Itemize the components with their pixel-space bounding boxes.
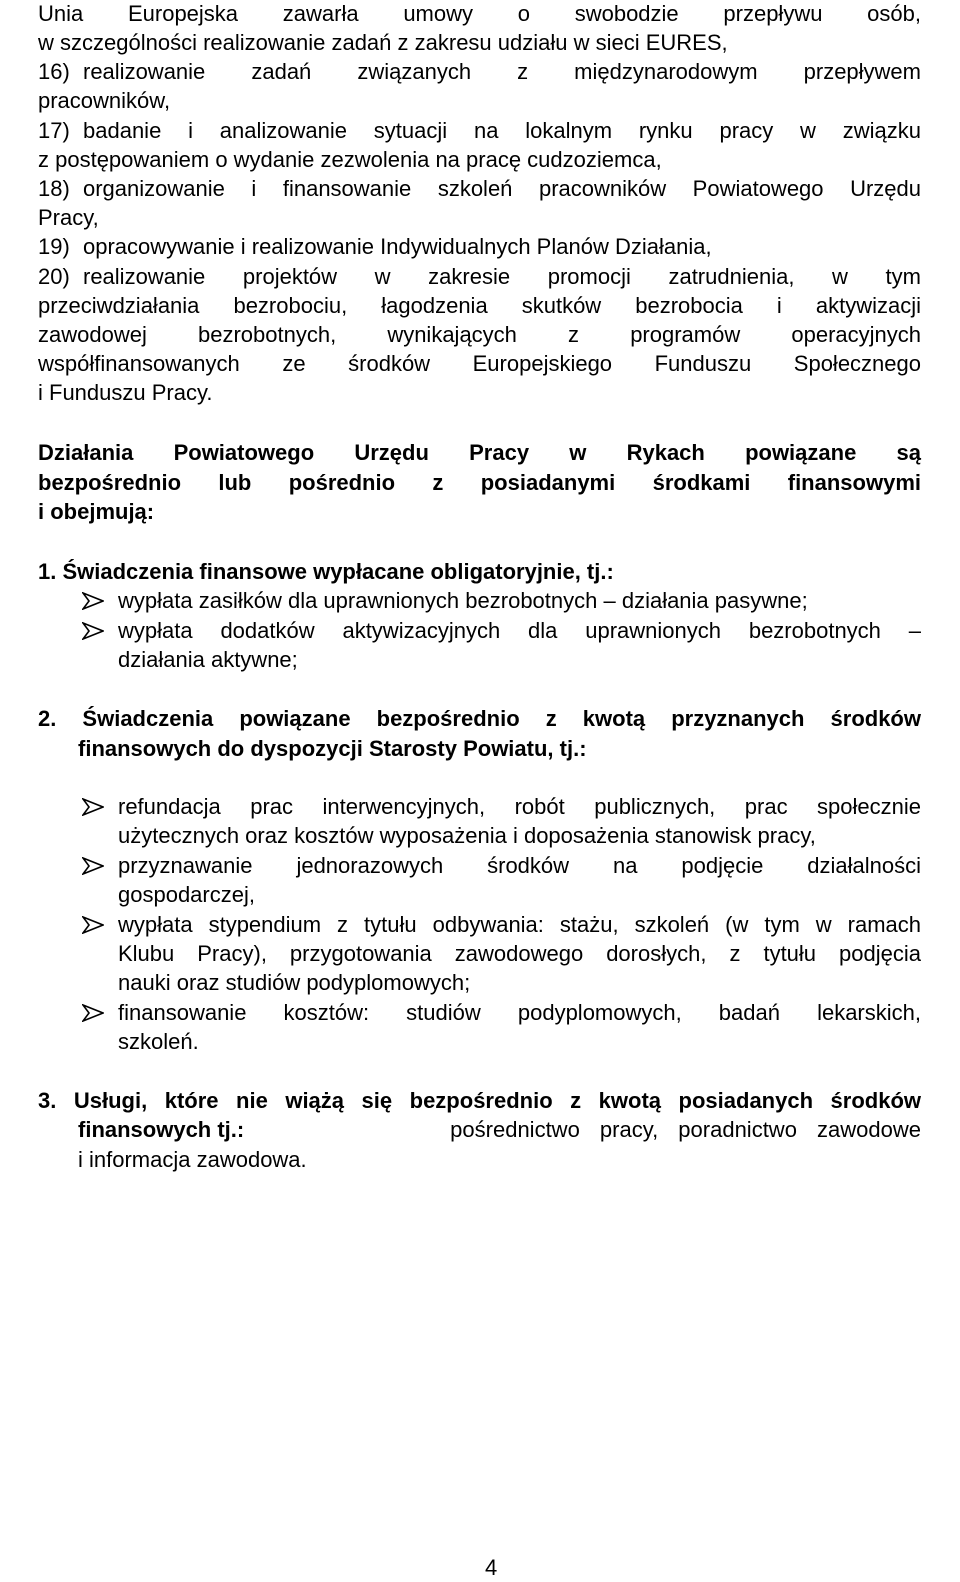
list-item-line: organizowanie i finansowanie szkoleń pracowników Powiatowego Urzędu bbox=[83, 176, 921, 201]
arrowhead-bullet-icon bbox=[82, 857, 104, 875]
list-item-line: realizowanie zadań związanych z międzynarodowym przepływem bbox=[83, 59, 921, 84]
list-item-line: przeciwdziałania bezrobociu, łagodzenia skutków bezrobocia i aktywizacji bbox=[38, 293, 921, 318]
section-3-text: pośrednictwo pracy, poradnictwo zawodowe bbox=[450, 1117, 921, 1142]
intro-line: Działania Powiatowego Urzędu Pracy w Rykach powiązane są bbox=[38, 440, 921, 465]
list-item-line: i Funduszu Pracy. bbox=[38, 380, 213, 405]
item-number: 20) bbox=[38, 264, 70, 289]
bullet-text: finansowanie kosztów: studiów podyplomowych, badań lekarskich, bbox=[118, 1000, 921, 1025]
bullet-text: wypłata zasiłków dla uprawnionych bezrobotnych – działania pasywne; bbox=[118, 588, 808, 613]
section-2-heading: 2. Świadczenia powiązane bezpośrednio z kwotą przyznanych środków bbox=[38, 706, 921, 731]
intro-line: bezpośrednio lub pośrednio z posiadanymi środkami finansowymi bbox=[38, 470, 921, 495]
page-number: 4 bbox=[485, 1555, 498, 1580]
bullet-text: refundacja prac interwencyjnych, robót publicznych, prac społecznie bbox=[118, 794, 921, 819]
bullet-text: Klubu Pracy), przygotowania zawodowego dorosłych, z tytułu podjęcia bbox=[118, 941, 921, 966]
item-number: 18) bbox=[38, 176, 70, 201]
bullet-text: gospodarczej, bbox=[118, 882, 255, 907]
section-3-text: i informacja zawodowa. bbox=[78, 1147, 307, 1172]
intro-line: i obejmują: bbox=[38, 499, 155, 524]
section-3-heading: 3. Usługi, które nie wiążą się bezpośrednio z kwotą posiadanych środków bbox=[38, 1088, 921, 1113]
section-2-heading: finansowych do dyspozycji Starosty Powiatu, tj.: bbox=[78, 736, 587, 761]
item-number: 19) bbox=[38, 234, 70, 259]
bullet-text: wypłata dodatków aktywizacyjnych dla uprawnionych bezrobotnych – bbox=[118, 618, 921, 643]
arrowhead-bullet-icon bbox=[82, 622, 104, 640]
list-item-line: badanie i analizowanie sytuacji na lokalnym rynku pracy w związku bbox=[83, 118, 921, 143]
section-1-heading: 1. Świadczenia finansowe wypłacane obligatoryjnie, tj.: bbox=[38, 559, 614, 584]
section-3-heading: finansowych tj.: bbox=[78, 1117, 245, 1142]
item-number: 16) bbox=[38, 59, 70, 84]
list-item-line: opracowywanie i realizowanie Indywidualnych Planów Działania, bbox=[83, 234, 712, 259]
arrowhead-bullet-icon bbox=[82, 592, 104, 610]
item-number: 17) bbox=[38, 118, 70, 143]
list-item-line: pracowników, bbox=[38, 88, 171, 113]
list-item-line: realizowanie projektów w zakresie promocji zatrudnienia, w tym bbox=[83, 264, 921, 289]
bullet-text: nauki oraz studiów podyplomowych; bbox=[118, 970, 471, 995]
bullet-text: działania aktywne; bbox=[118, 647, 298, 672]
bullet-text: wypłata stypendium z tytułu odbywania: stażu, szkoleń (w tym w ramach bbox=[118, 912, 921, 937]
bullet-text: przyznawanie jednorazowych środków na podjęcie działalności bbox=[118, 853, 921, 878]
bullet-text: użytecznych oraz kosztów wyposażenia i doposażenia stanowisk pracy, bbox=[118, 823, 816, 848]
arrowhead-bullet-icon bbox=[82, 916, 104, 934]
list-continuation-line-b: w szczególności realizowanie zadań z zakresu udziału w sieci EURES, bbox=[38, 30, 728, 55]
bullet-text: szkoleń. bbox=[118, 1029, 199, 1054]
arrowhead-bullet-icon bbox=[82, 1004, 104, 1022]
arrowhead-bullet-icon bbox=[82, 798, 104, 816]
list-item-line: Pracy, bbox=[38, 205, 99, 230]
list-item-line: współfinansowanych ze środków Europejskiego Funduszu Społecznego bbox=[38, 351, 921, 376]
list-item-line: z postępowaniem o wydanie zezwolenia na pracę cudzoziemca, bbox=[38, 147, 662, 172]
list-item-line: zawodowej bezrobotnych, wynikających z programów operacyjnych bbox=[38, 322, 921, 347]
list-continuation-line-a: Unia Europejska zawarła umowy o swobodzie przepływu osób, bbox=[38, 1, 921, 26]
